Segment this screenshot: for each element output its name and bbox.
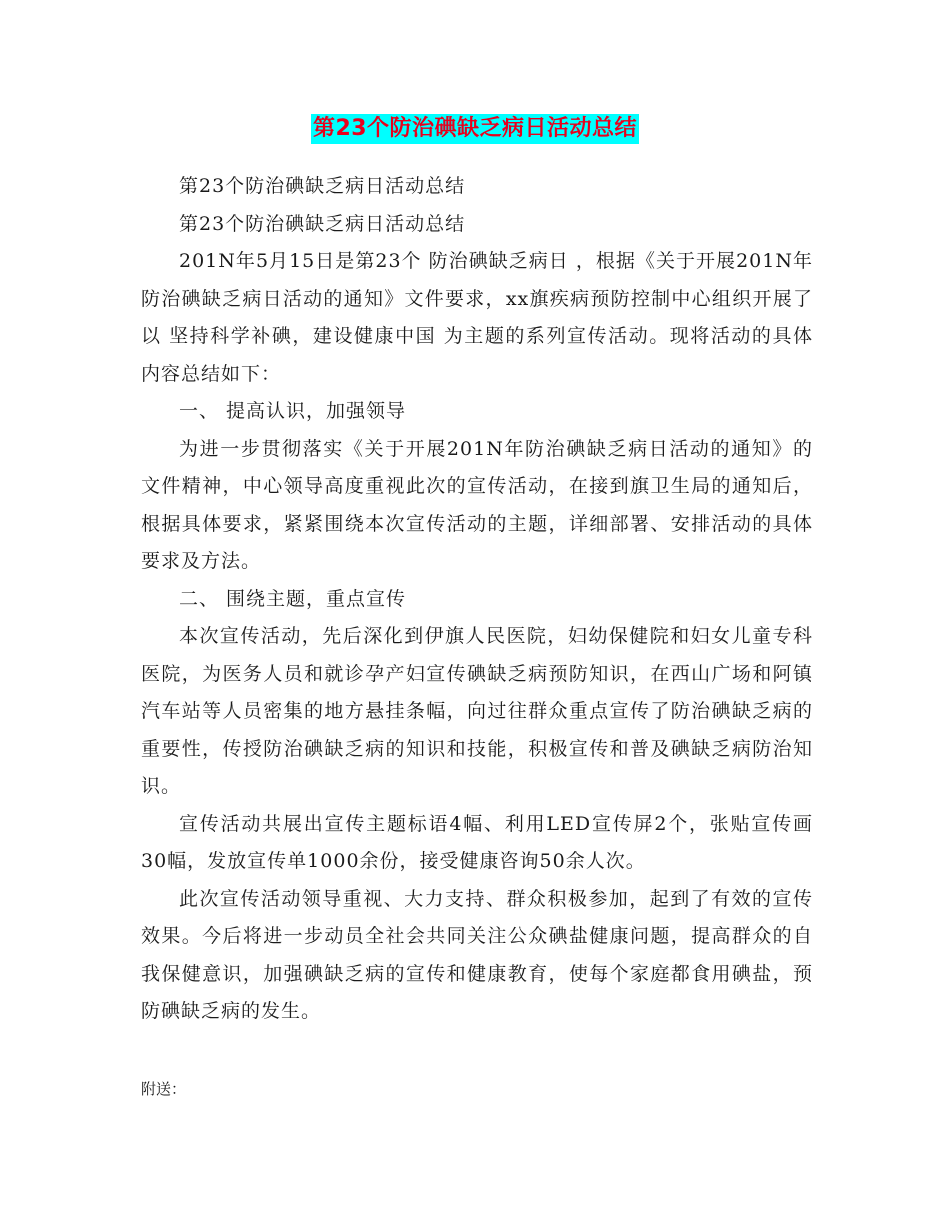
paragraph: 宣传活动共展出宣传主题标语4幅、利用LED宣传屏2个，张贴宣传画30幅，发放宣传单1000余份，接受健康咨询50余人次。 bbox=[141, 812, 813, 872]
paragraph: 此次宣传活动领导重视、大力支持、群众积极参加，起到了有效的宣传效果。今后将进一步动员全社会共同关注公众碘盐健康问题，提高群众的自我保健意识，加强碘缺乏病的宣传和健康教育，使每个家庭都食用碘盐，预防碘缺乏病的发生。 bbox=[141, 887, 813, 1022]
title-row bbox=[0, 114, 950, 144]
attachment-label: 附送： bbox=[141, 1080, 187, 1098]
document-title: 第23个防治碘缺乏病日活动总结 bbox=[311, 114, 639, 144]
paragraph: 第23个防治碘缺乏病日活动总结 bbox=[179, 175, 466, 197]
paragraph: 本次宣传活动，先后深化到伊旗人民医院，妇幼保健院和妇女儿童专科医院，为医务人员和就诊孕产妇宣传碘缺乏病预防知识，在西山广场和阿镇汽车站等人员密集的地方悬挂条幅，向过往群众重点宣传了防治碘缺乏病的重要性，传授防治碘缺乏病的知识和技能，积极宣传和普及碘缺乏病防治知识。 bbox=[141, 625, 813, 797]
section-heading: 一、 提高认识，加强领导 bbox=[179, 400, 407, 422]
document-body bbox=[141, 168, 813, 1031]
section-heading: 二、 围绕主题，重点宣传 bbox=[179, 587, 407, 610]
paragraph: 为进一步贯彻落实《关于开展201N年防治碘缺乏病日活动的通知》的文件精神，中心领导高度重视此次的宣传活动，在接到旗卫生局的通知后，根据具体要求，紧紧围绕本次宣传活动的主题，详细部署、安排活动的具体要求及方法。 bbox=[141, 437, 813, 572]
paragraph: 201N年5月15日是第23个 防治碘缺乏病日 ，根据《关于开展201N年防治碘缺乏病日活动的通知》文件要求，xx旗疾病预防控制中心组织开展了以 坚持科学补碘，建设健康中国 为主题的系列宣传活动。现将活动的具体内容总结如下： bbox=[141, 250, 813, 385]
paragraph: 第23个防治碘缺乏病日活动总结 bbox=[179, 212, 466, 235]
